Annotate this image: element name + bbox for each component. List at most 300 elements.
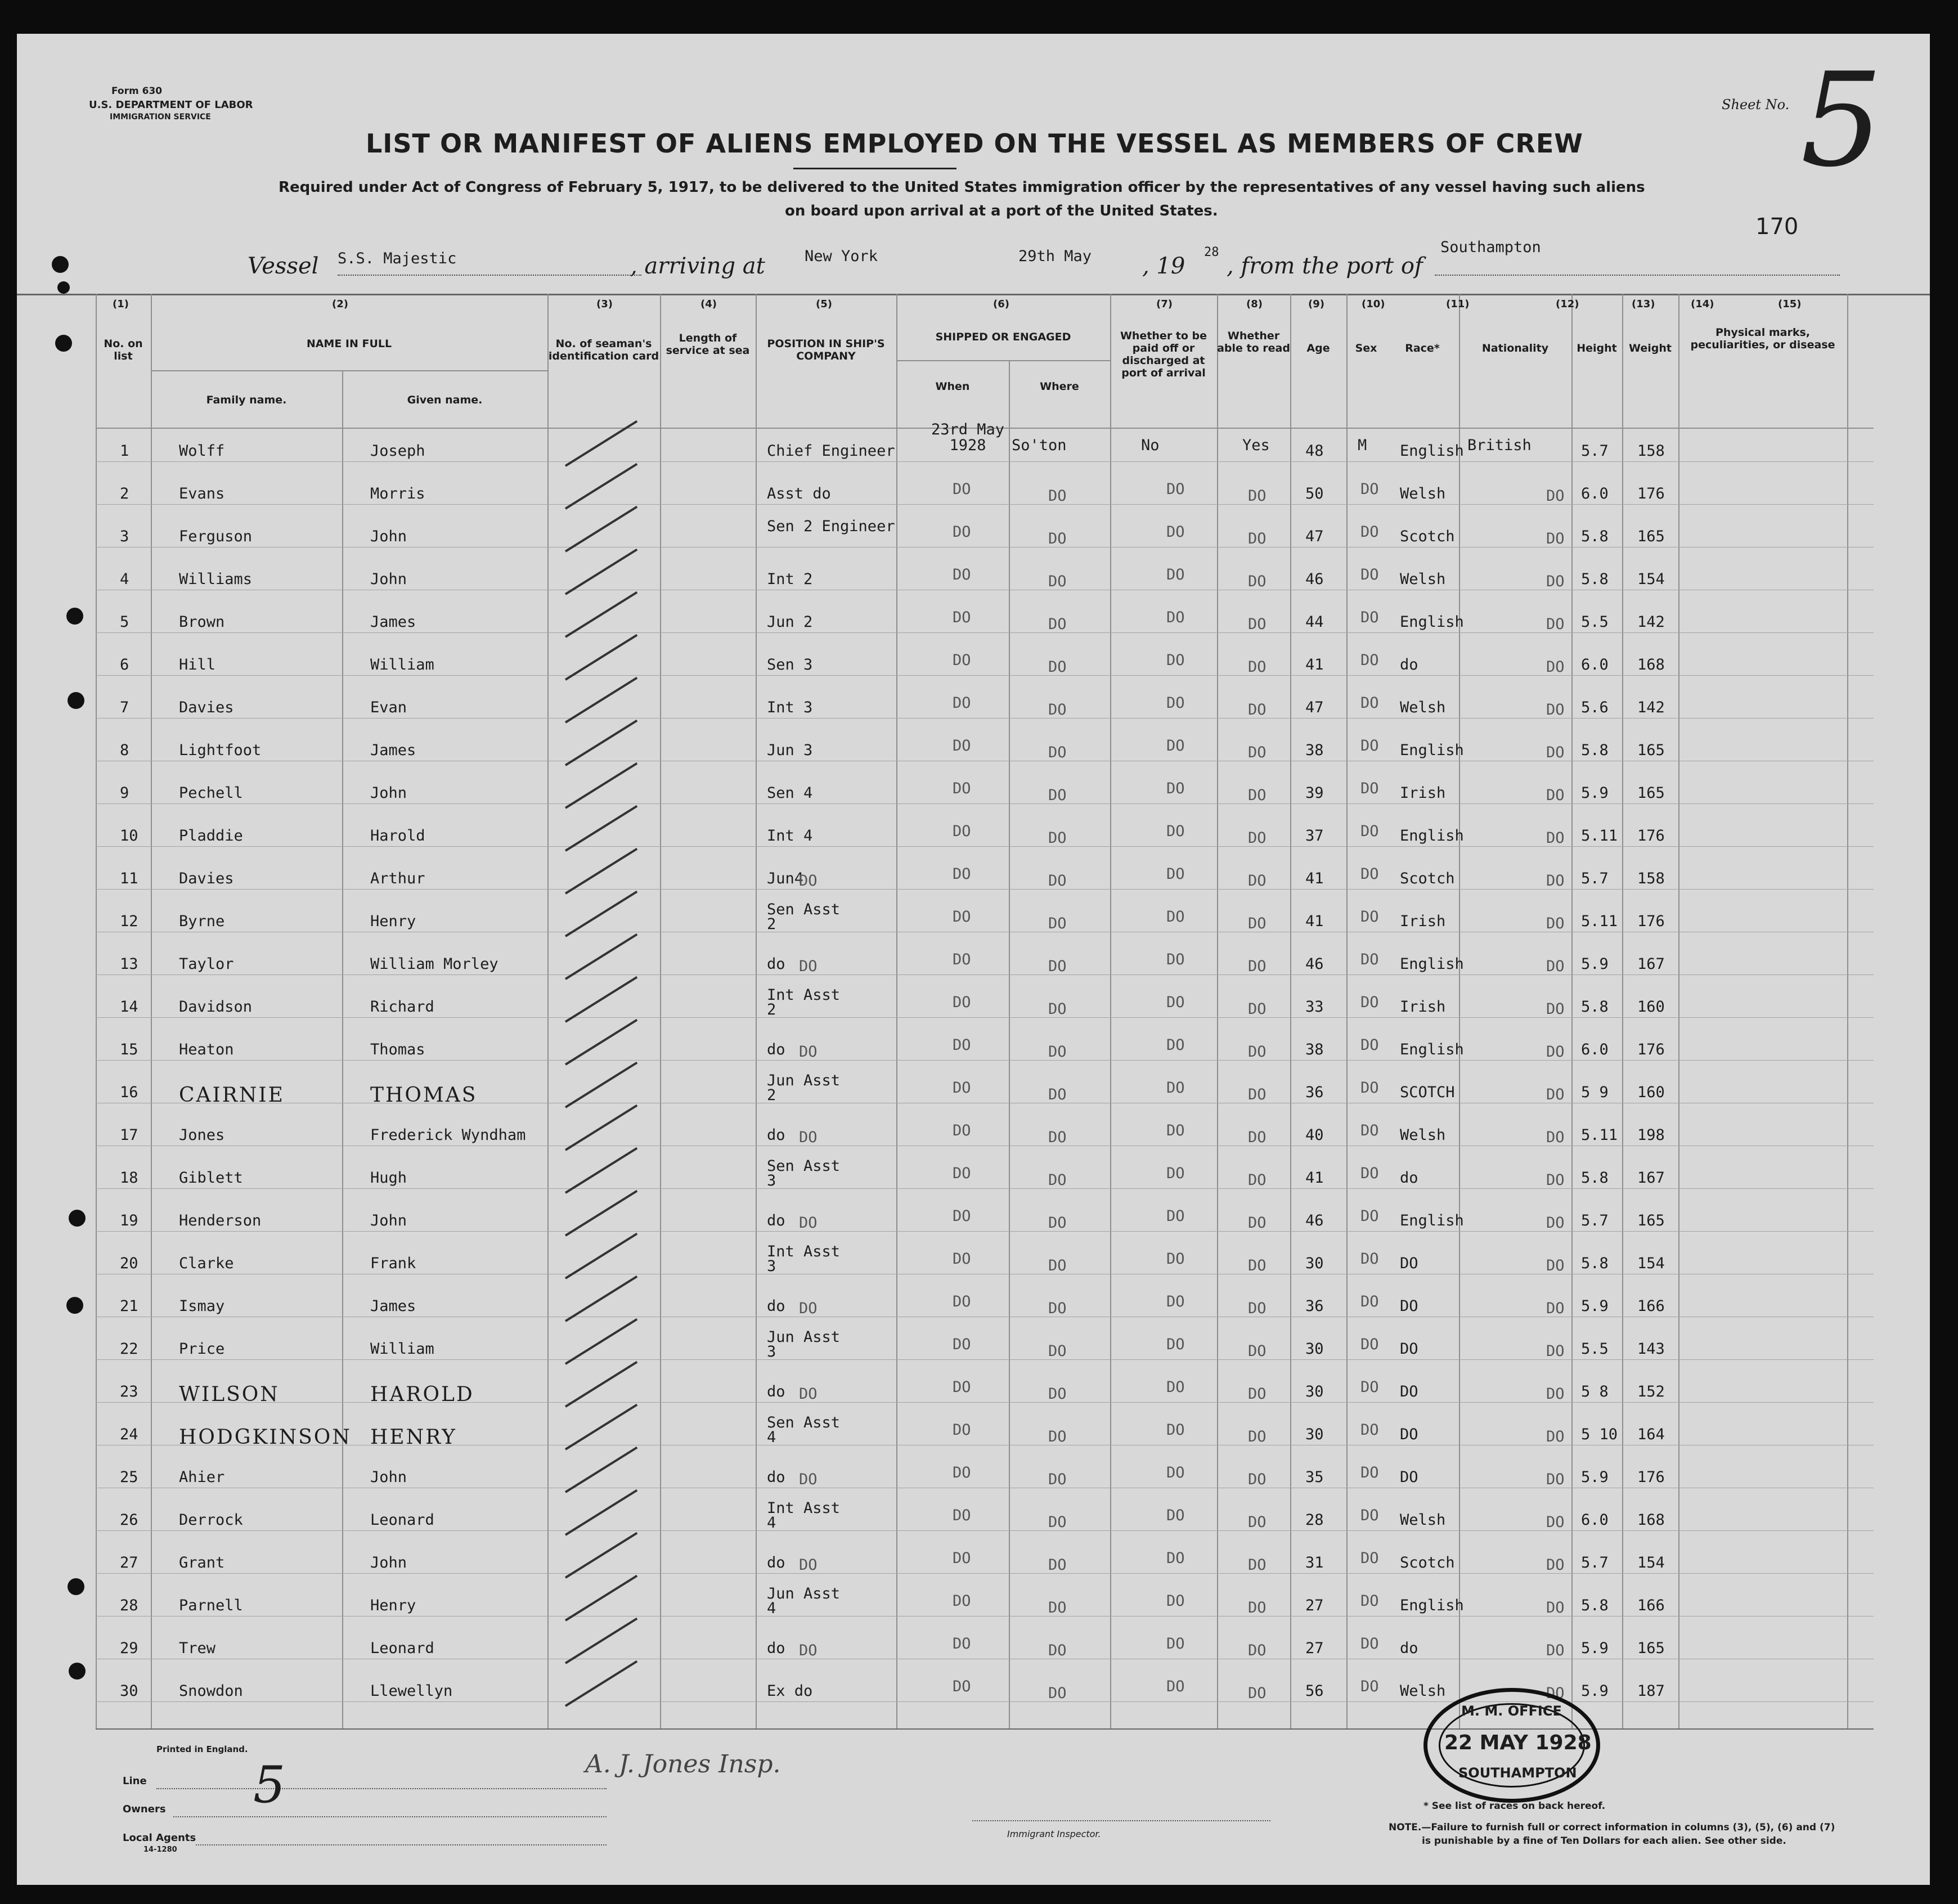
ditto-mark: DO <box>1248 1556 1267 1574</box>
ditto-mark: DO <box>1546 573 1565 590</box>
row-height: 5.7 <box>1581 870 1609 887</box>
row-no: 1 <box>120 442 129 460</box>
row-age: 48 <box>1305 442 1324 460</box>
row-family: Wolff <box>179 442 225 460</box>
ditto-mark: DO <box>1360 1378 1379 1396</box>
ditto-mark: DO <box>1360 1079 1379 1097</box>
row-age: 46 <box>1305 1212 1324 1229</box>
binder-hole <box>66 608 83 625</box>
row-height: 5.8 <box>1581 1597 1609 1614</box>
row-family: Grant <box>179 1554 225 1571</box>
id-card-check-mark <box>565 1233 637 1279</box>
ditto-mark: DO <box>1166 865 1185 883</box>
hdr-shipped: SHIPPED OR ENGAGED <box>935 331 1071 343</box>
hdr-when: When <box>935 380 970 393</box>
ditto-mark: DO <box>799 1471 818 1488</box>
col-line <box>1009 360 1010 1728</box>
ditto-mark: DO <box>1546 658 1565 676</box>
ditto-mark: DO <box>1166 523 1185 541</box>
row-given: Frank <box>370 1255 416 1272</box>
arrival-port: New York <box>805 248 878 265</box>
row-position: Int Asst 2 <box>767 986 841 1018</box>
row-given: John <box>370 1469 407 1486</box>
row-family: Byrne <box>179 913 225 930</box>
row-no: 8 <box>120 742 129 759</box>
ditto-mark: DO <box>1248 1300 1267 1317</box>
ditto-mark: DO <box>1546 530 1565 547</box>
department: U.S. DEPARTMENT OF LABOR <box>89 99 253 111</box>
row-age: 31 <box>1305 1554 1324 1571</box>
row-race: SCOTCH <box>1400 1084 1455 1101</box>
printed-in-england: Printed in England. <box>156 1744 248 1754</box>
row-height: 5.7 <box>1581 1212 1609 1229</box>
agents-label: Local Agents <box>123 1832 196 1844</box>
stamp-top-text: M. M. OFFICE <box>1461 1703 1562 1719</box>
ditto-mark: DO <box>1360 609 1379 626</box>
row-line <box>96 1530 1874 1531</box>
row-weight: 176 <box>1637 485 1665 502</box>
ditto-mark: DO <box>1248 1257 1267 1274</box>
row-position: Int 2 <box>767 571 813 588</box>
ditto-mark: DO <box>1166 1079 1185 1097</box>
row-weight: 143 <box>1637 1340 1665 1358</box>
row-height: 5 8 <box>1581 1383 1609 1400</box>
ditto-mark: DO <box>799 1556 818 1574</box>
row-position: do <box>767 1126 785 1144</box>
row-no: 4 <box>120 571 129 588</box>
ditto-mark: DO <box>1048 487 1067 505</box>
ditto-mark: DO <box>953 481 971 498</box>
id-card-check-mark <box>565 506 637 553</box>
row-family: Parnell <box>179 1597 243 1614</box>
ditto-mark: DO <box>1166 566 1185 583</box>
ditto-mark: DO <box>1048 1300 1067 1317</box>
row-1-sex: M <box>1358 437 1367 454</box>
row-position: Sen 4 <box>767 784 813 802</box>
row-position: Sen Asst 4 <box>767 1414 841 1446</box>
penalty-note-2: is punishable by a fine of Ten Dollars for each alien. See other side. <box>1422 1835 1786 1847</box>
ditto-mark: DO <box>953 780 971 797</box>
col-num-12: (12) <box>1556 298 1579 310</box>
row-weight: 166 <box>1637 1297 1665 1315</box>
col-num-3: (3) <box>596 298 613 310</box>
owners-label: Owners <box>123 1803 166 1815</box>
row-family: Davies <box>179 870 234 887</box>
ditto-mark: DO <box>1166 1421 1185 1439</box>
ditto-mark: DO <box>953 823 971 840</box>
row-position: Jun4 <box>767 870 804 887</box>
row-given: THOMAS <box>370 1084 478 1107</box>
row-weight: 142 <box>1637 613 1665 631</box>
row-weight: 165 <box>1637 1212 1665 1229</box>
hdr-marks: Physical marks, peculiarities, or disease <box>1690 326 1835 351</box>
id-card-check-mark <box>565 720 637 766</box>
row-height: 5.9 <box>1581 1640 1609 1657</box>
row-given: Leonard <box>370 1511 434 1529</box>
vessel-label: Vessel <box>248 253 319 279</box>
shipped-sub-rule <box>896 360 1110 361</box>
ditto-mark: DO <box>1166 1378 1185 1396</box>
row-race: English <box>1400 742 1464 759</box>
row-age: 46 <box>1305 571 1324 588</box>
ditto-mark: DO <box>1248 487 1267 505</box>
row-given: John <box>370 528 407 545</box>
id-card-check-mark <box>565 463 637 510</box>
binder-hole <box>69 1210 86 1227</box>
row-weight: 165 <box>1637 784 1665 802</box>
id-card-check-mark <box>565 1404 637 1451</box>
ditto-mark: DO <box>953 1250 971 1268</box>
ditto-mark: DO <box>953 1421 971 1439</box>
ditto-mark: DO <box>1546 1129 1565 1146</box>
row-given: Leonard <box>370 1640 434 1657</box>
ditto-mark: DO <box>1048 1685 1067 1702</box>
ditto-mark: DO <box>1360 780 1379 797</box>
row-no: 23 <box>120 1383 138 1400</box>
sheet-number: 5 <box>1800 46 1883 196</box>
ditto-mark: DO <box>953 1550 971 1567</box>
ditto-mark: DO <box>953 865 971 883</box>
ditto-mark: DO <box>1248 829 1267 847</box>
ditto-mark: DO <box>1360 1550 1379 1567</box>
vessel-underline <box>338 275 641 276</box>
ditto-mark: DO <box>1166 1678 1185 1695</box>
ditto-mark: DO <box>1546 744 1565 761</box>
row-age: 30 <box>1305 1340 1324 1358</box>
ditto-mark: DO <box>1546 1556 1565 1574</box>
col-num-5: (5) <box>816 298 832 310</box>
ditto-mark: DO <box>1048 1514 1067 1531</box>
row-age: 38 <box>1305 1041 1324 1058</box>
row-family: Williams <box>179 571 253 588</box>
ditto-mark: DO <box>953 737 971 755</box>
row-no: 10 <box>120 827 138 845</box>
row-height: 5.7 <box>1581 1554 1609 1571</box>
row-race: Welsh <box>1400 571 1446 588</box>
row-height: 5.8 <box>1581 998 1609 1016</box>
row-position: Ex do <box>767 1682 813 1700</box>
row-1-paid: No <box>1141 437 1160 454</box>
row-given: Henry <box>370 1597 416 1614</box>
ditto-mark: DO <box>1048 1214 1067 1232</box>
ditto-mark: DO <box>1248 1086 1267 1103</box>
col-num-6: (6) <box>993 298 1009 310</box>
id-card-check-mark <box>565 549 637 595</box>
ditto-mark: DO <box>1166 694 1185 712</box>
row-position: do <box>767 1212 785 1229</box>
row-height: 6.0 <box>1581 656 1609 673</box>
row-family: Henderson <box>179 1212 262 1229</box>
row-position: do <box>767 1640 785 1657</box>
ditto-mark: DO <box>1248 915 1267 932</box>
row-no: 30 <box>120 1682 138 1700</box>
ditto-mark: DO <box>799 1300 818 1317</box>
row-no: 17 <box>120 1126 138 1144</box>
row-given: John <box>370 571 407 588</box>
col-num-15: (15) <box>1778 298 1802 310</box>
departure-port: Southampton <box>1440 239 1541 256</box>
inspector-label: Immigrant Inspector. <box>1007 1829 1101 1839</box>
row-no: 15 <box>120 1041 138 1058</box>
row-age: 27 <box>1305 1640 1324 1657</box>
ditto-mark: DO <box>1048 1428 1067 1445</box>
ditto-mark: DO <box>1360 1293 1379 1310</box>
row-1-where: So'ton <box>1012 437 1067 454</box>
race-note: * See list of races on back hereof. <box>1423 1800 1606 1812</box>
hdr-race: Race* <box>1405 342 1440 354</box>
ditto-mark: DO <box>1048 616 1067 633</box>
row-race: Irish <box>1400 998 1446 1016</box>
table-bottom-rule <box>96 1728 1874 1730</box>
ditto-mark: DO <box>1166 1635 1185 1652</box>
stamp-bottom-text: SOUTHAMPTON <box>1458 1765 1577 1781</box>
ditto-mark: DO <box>1166 908 1185 926</box>
ditto-mark: DO <box>1546 958 1565 975</box>
ditto-mark: DO <box>953 609 971 626</box>
id-card-check-mark <box>565 1361 637 1408</box>
col-line <box>1571 294 1573 1728</box>
ditto-mark: DO <box>1166 1507 1185 1524</box>
row-race: Welsh <box>1400 1682 1446 1700</box>
ditto-mark: DO <box>1048 1342 1067 1360</box>
row-family: Ismay <box>179 1297 225 1315</box>
col-num-7: (7) <box>1156 298 1173 310</box>
row-no: 29 <box>120 1640 138 1657</box>
row-family: Ferguson <box>179 528 253 545</box>
ditto-mark: DO <box>1248 1514 1267 1531</box>
id-card-check-mark <box>565 1618 637 1664</box>
col-line <box>1346 294 1348 1728</box>
ditto-mark: DO <box>1546 1214 1565 1232</box>
row-no: 2 <box>120 485 129 502</box>
ditto-mark: DO <box>1248 958 1267 975</box>
ditto-mark: DO <box>1048 958 1067 975</box>
row-race: DO <box>1400 1340 1418 1358</box>
row-age: 41 <box>1305 870 1324 887</box>
id-card-check-mark <box>565 1062 637 1108</box>
ditto-mark: DO <box>1360 1250 1379 1268</box>
id-card-check-mark <box>565 677 637 724</box>
id-card-check-mark <box>565 1575 637 1622</box>
row-given: James <box>370 613 416 631</box>
binder-hole <box>68 692 84 709</box>
hdr-family-name: Family name. <box>206 394 287 406</box>
row-line <box>96 632 1874 633</box>
ditto-mark: DO <box>1248 1342 1267 1360</box>
row-position: Chief Engineer <box>767 442 895 460</box>
ditto-mark: DO <box>1546 787 1565 804</box>
ditto-mark: DO <box>1248 1471 1267 1488</box>
ditto-mark: DO <box>1248 1000 1267 1018</box>
row-line <box>96 675 1874 676</box>
ditto-mark: DO <box>1166 823 1185 840</box>
ditto-mark: DO <box>1248 1043 1267 1061</box>
ditto-mark: DO <box>1048 1257 1067 1274</box>
ditto-mark: DO <box>1166 951 1185 968</box>
ditto-mark: DO <box>1048 658 1067 676</box>
id-card-check-mark <box>565 1147 637 1194</box>
row-given: Thomas <box>370 1041 425 1058</box>
row-age: 36 <box>1305 1297 1324 1315</box>
penalty-note: NOTE.—Failure to furnish full or correct information in columns (3), (5), (6) and (7) <box>1389 1822 1835 1833</box>
row-age: 30 <box>1305 1426 1324 1443</box>
ditto-mark: DO <box>1546 616 1565 633</box>
ditto-mark: DO <box>1248 787 1267 804</box>
row-age: 41 <box>1305 656 1324 673</box>
ditto-mark: DO <box>1546 915 1565 932</box>
ditto-mark: DO <box>799 958 818 975</box>
ditto-mark: DO <box>953 523 971 541</box>
binder-hole <box>52 256 69 273</box>
col-line <box>96 294 97 1728</box>
row-race: DO <box>1400 1255 1418 1272</box>
row-weight: 168 <box>1637 1511 1665 1529</box>
row-line <box>96 504 1874 505</box>
ditto-mark: DO <box>799 1214 818 1232</box>
row-no: 19 <box>120 1212 138 1229</box>
row-position: do <box>767 1554 785 1571</box>
ditto-mark: DO <box>1048 1556 1067 1574</box>
ditto-mark: DO <box>1360 908 1379 926</box>
arrival-year: 28 <box>1204 245 1219 259</box>
row-age: 39 <box>1305 784 1324 802</box>
row-height: 5.5 <box>1581 613 1609 631</box>
row-height: 5.8 <box>1581 742 1609 759</box>
ditto-mark: DO <box>1360 1122 1379 1139</box>
ditto-mark: DO <box>1546 1685 1565 1702</box>
ditto-mark: DO <box>1248 1428 1267 1445</box>
col-line <box>1678 294 1679 1728</box>
row-age: 50 <box>1305 485 1324 502</box>
row-no: 24 <box>120 1426 138 1443</box>
ditto-mark: DO <box>1248 744 1267 761</box>
ditto-mark: DO <box>1048 872 1067 890</box>
row-race: Welsh <box>1400 1511 1446 1529</box>
ditto-mark: DO <box>1546 1171 1565 1189</box>
row-given: Arthur <box>370 870 425 887</box>
row-race: English <box>1400 613 1464 631</box>
ditto-mark: DO <box>1248 1685 1267 1702</box>
row-line <box>96 461 1874 462</box>
page-number: 170 <box>1755 214 1799 240</box>
ditto-mark: DO <box>1546 1642 1565 1659</box>
row-position: Int Asst 4 <box>767 1499 841 1532</box>
row-given: Harold <box>370 827 425 845</box>
col-num-4: (4) <box>700 298 717 310</box>
ditto-mark: DO <box>1166 1464 1185 1481</box>
row-family: Davies <box>179 699 234 716</box>
row-family: Taylor <box>179 955 234 973</box>
row-age: 30 <box>1305 1255 1324 1272</box>
id-card-check-mark <box>565 1660 637 1707</box>
ditto-mark: DO <box>1546 1086 1565 1103</box>
col-num-9: (9) <box>1308 298 1324 310</box>
ditto-mark: DO <box>1048 1043 1067 1061</box>
row-position: Jun 2 <box>767 613 813 631</box>
row-race: English <box>1400 1212 1464 1229</box>
sheet-label: Sheet No. <box>1722 97 1790 113</box>
owners-underline <box>173 1816 607 1817</box>
row-1-nationality: British <box>1467 437 1532 454</box>
id-card-check-mark <box>565 762 637 809</box>
ditto-mark: DO <box>1048 1599 1067 1616</box>
ditto-mark: DO <box>1546 1300 1565 1317</box>
ditto-mark: DO <box>953 652 971 669</box>
row-weight: 165 <box>1637 528 1665 545</box>
row-line <box>96 1231 1874 1232</box>
ditto-mark: DO <box>1166 1336 1185 1353</box>
col-line <box>1110 294 1111 1728</box>
ditto-mark: DO <box>1048 1471 1067 1488</box>
ditto-mark: DO <box>953 1678 971 1695</box>
line-underline <box>156 1788 607 1789</box>
row-height: 5.8 <box>1581 1255 1609 1272</box>
col-line <box>1290 294 1291 1728</box>
ditto-mark: DO <box>1360 1336 1379 1353</box>
office-stamp <box>1423 1688 1600 1803</box>
row-height: 6.0 <box>1581 1511 1609 1529</box>
hdr-position: POSITION IN SHIP'S COMPANY <box>767 338 885 362</box>
ditto-mark: DO <box>1360 951 1379 968</box>
ditto-mark: DO <box>953 1079 971 1097</box>
row-given: James <box>370 742 416 759</box>
ditto-mark: DO <box>1248 573 1267 590</box>
row-line <box>96 1402 1874 1403</box>
row-race: Irish <box>1400 784 1446 802</box>
row-family: Jones <box>179 1126 225 1144</box>
ditto-mark: DO <box>953 994 971 1011</box>
col-line <box>1847 294 1848 1728</box>
hdr-sex: Sex <box>1355 342 1377 354</box>
col-num-1: (1) <box>113 298 129 310</box>
ditto-mark: DO <box>953 1635 971 1652</box>
row-weight: 167 <box>1637 1169 1665 1187</box>
ditto-mark: DO <box>1048 573 1067 590</box>
binder-hole <box>68 1578 84 1595</box>
row-weight: 152 <box>1637 1383 1665 1400</box>
vessel-name: S.S. Majestic <box>338 250 457 267</box>
row-age: 41 <box>1305 1169 1324 1187</box>
hdr-id-card: No. of seaman's identification card <box>548 338 659 362</box>
row-height: 5.9 <box>1581 784 1609 802</box>
page-title: LIST OR MANIFEST OF ALIENS EMPLOYED ON THE VESSEL AS MEMBERS OF CREW <box>366 128 1584 159</box>
row-given: Henry <box>370 913 416 930</box>
row-family: CAIRNIE <box>179 1084 285 1107</box>
id-card-check-mark <box>565 848 637 895</box>
ditto-mark: DO <box>1248 530 1267 547</box>
line-label: Line <box>123 1775 147 1787</box>
row-no: 3 <box>120 528 129 545</box>
ditto-mark: DO <box>1166 1293 1185 1310</box>
ditto-mark: DO <box>799 1043 818 1061</box>
ditto-mark: DO <box>1546 1342 1565 1360</box>
inspector-signature: A. J. Jones Insp. <box>585 1750 781 1779</box>
hdr-where: Where <box>1040 380 1079 393</box>
row-no: 7 <box>120 699 129 716</box>
row-race: DO <box>1400 1469 1418 1486</box>
row-weight: 154 <box>1637 1255 1665 1272</box>
row-age: 44 <box>1305 613 1324 631</box>
row-no: 27 <box>120 1554 138 1571</box>
ditto-mark: DO <box>1360 865 1379 883</box>
ditto-mark: DO <box>1360 994 1379 1011</box>
row-no: 12 <box>120 913 138 930</box>
row-family: Snowdon <box>179 1682 243 1700</box>
row-position: do <box>767 1469 785 1486</box>
row-weight: 154 <box>1637 1554 1665 1571</box>
hdr-given-name: Given name. <box>407 394 483 406</box>
ditto-mark: DO <box>1166 1550 1185 1567</box>
